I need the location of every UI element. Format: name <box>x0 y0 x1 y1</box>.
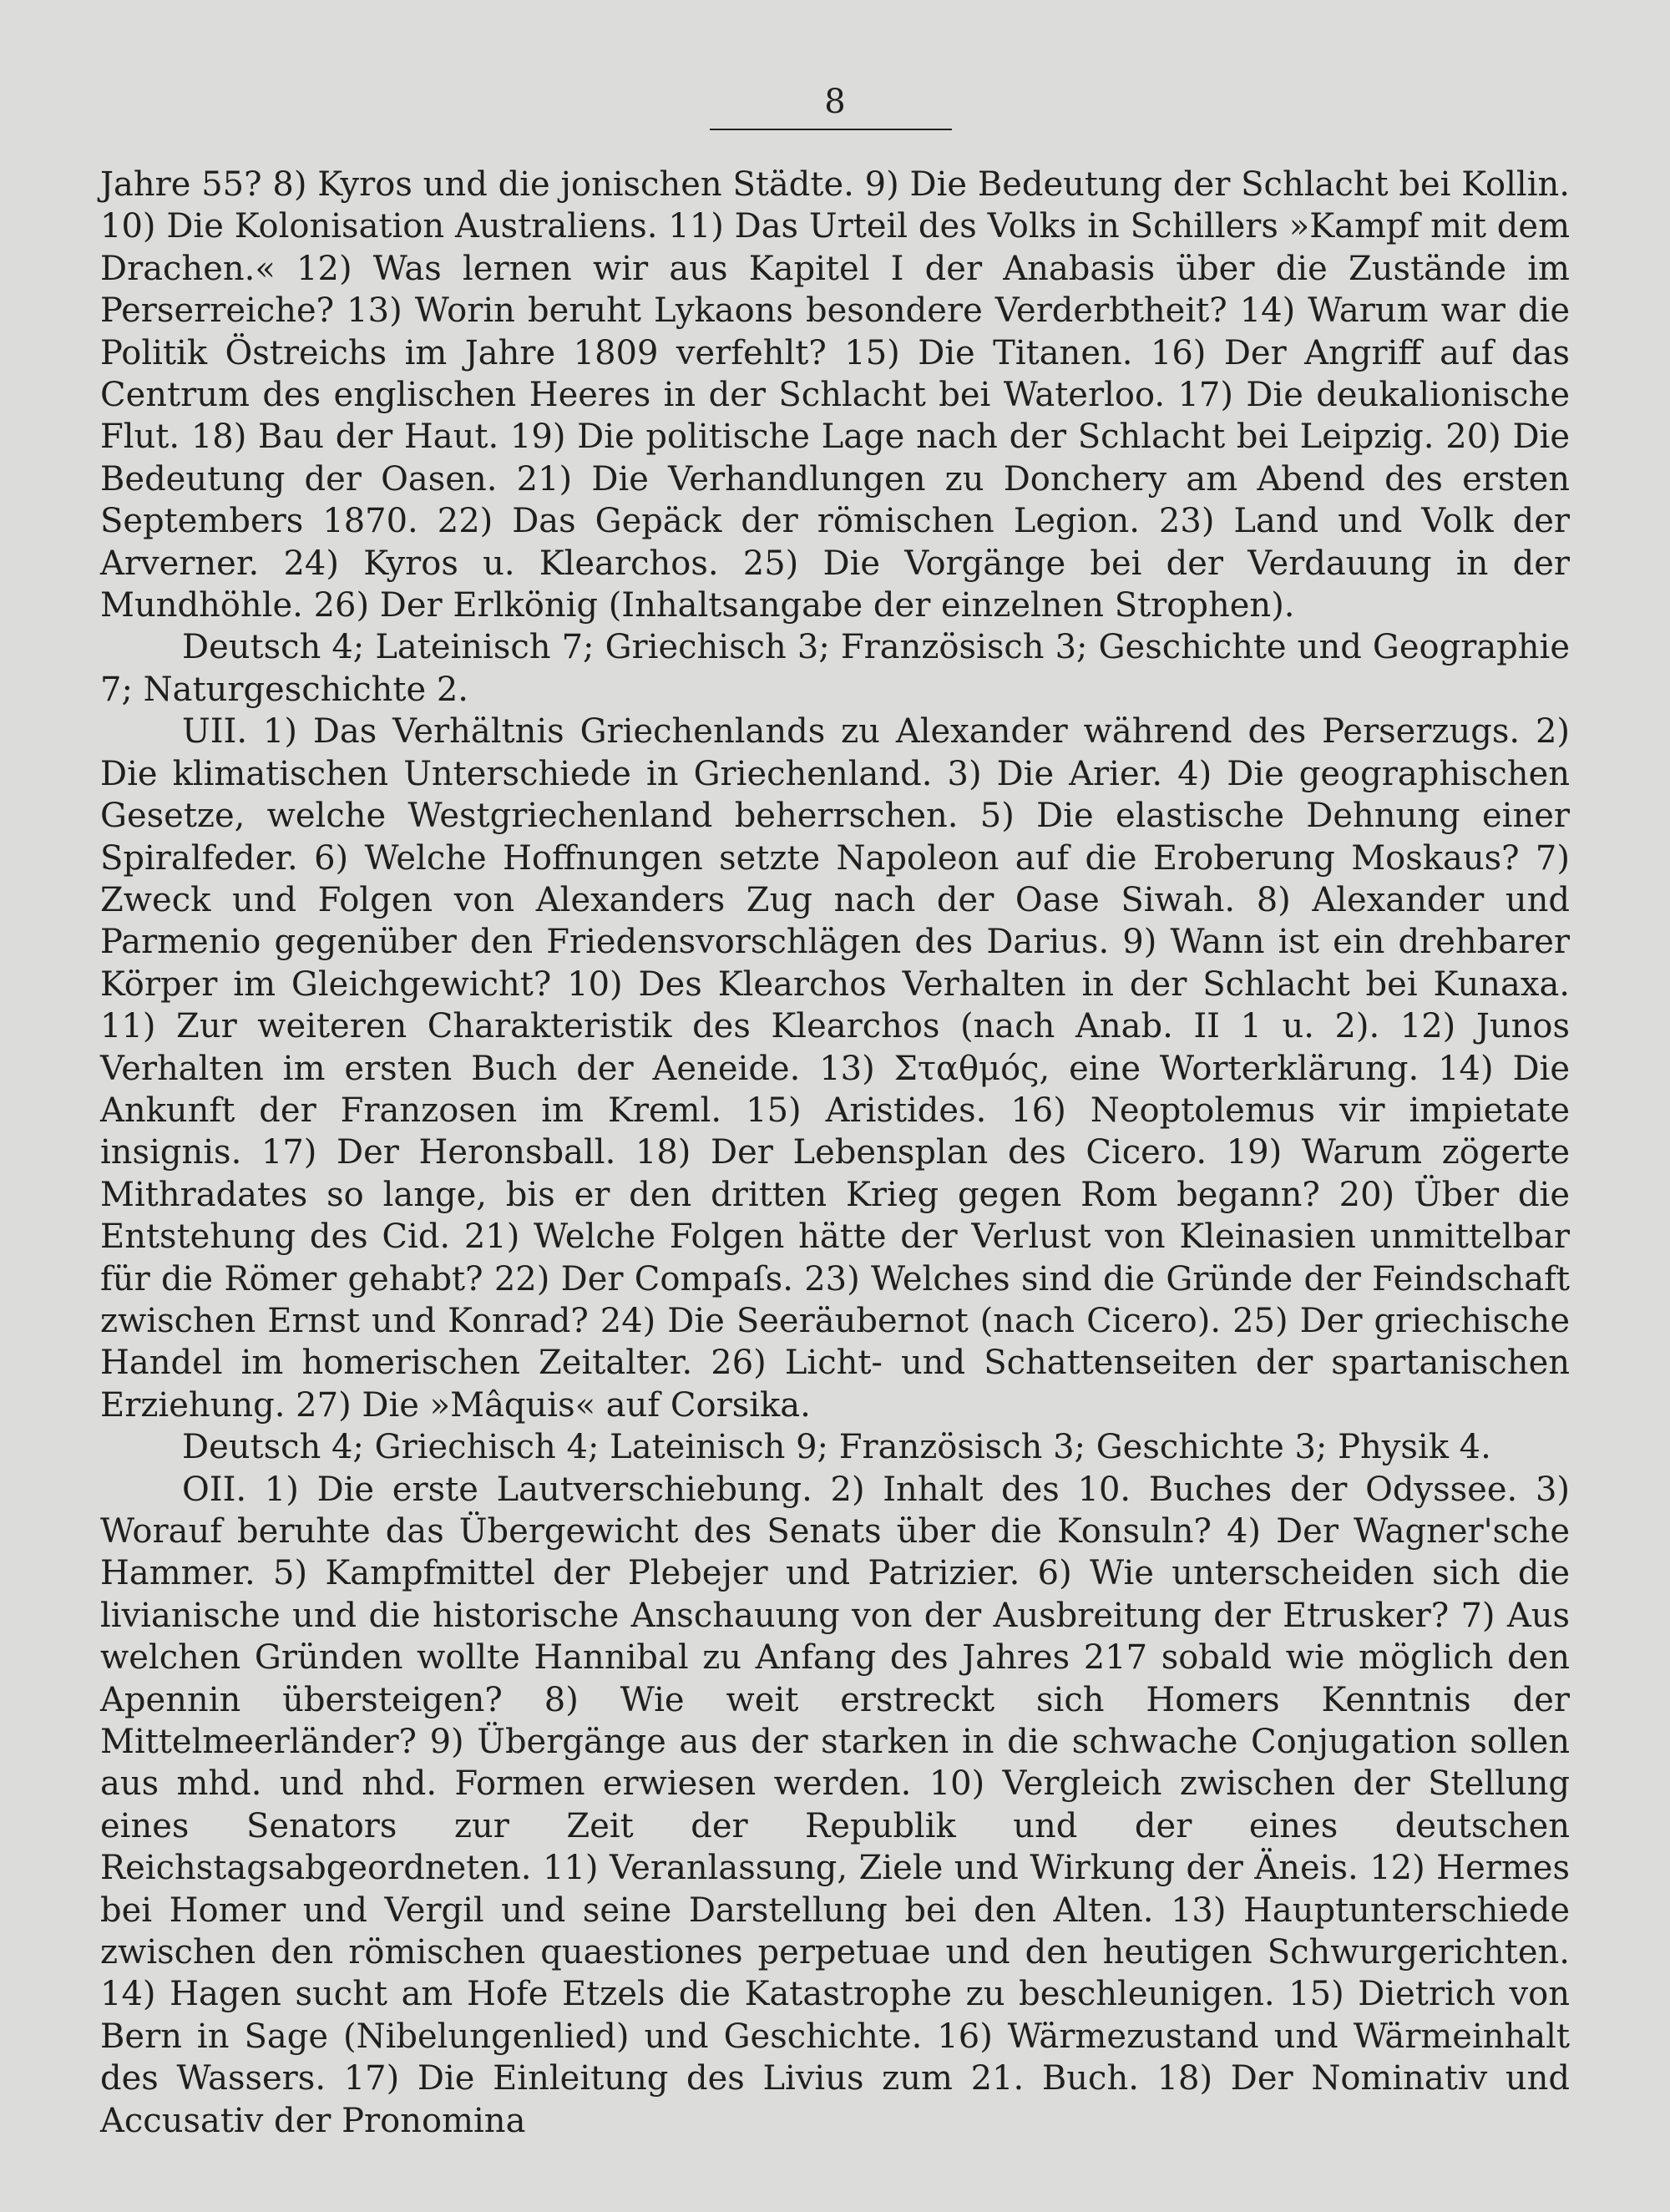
paragraph-continued-topics: Jahre 55? 8) Kyros und die jonischen Städte. 9) Die Bedeutung der Schlacht bei Kollin. 10) Die Kolonisation Australiens. 11) Das Urteil des Volks in Schillers »Kampf mit dem Drachen.« 12) Was lernen wir aus Kapitel I der Anabasis über die Zustände im Perserreiche? 13) Worin beruht Lykaons besondere Verderbtheit? 14) Warum war die Politik Östreichs im Jahre 1809 verfehlt? 15) Die Titanen. 16) Der Angriff auf das Centrum des englischen Heeres in der Schlacht bei Waterloo. 17) Die deukalionische Flut. 18) Bau der Haut. 19) Die politische Lage nach der Schlacht bei Leipzig. 20) Die Bedeutung der Oasen. 21) Die Verhandlungen zu Donchery am Abend des ersten Septembers 1870. 22) Das Gepäck der römischen Legion. 23) Land und Volk der Arverner. 24) Kyros u. Klearchos. 25) Die Vorgänge bei der Verdauung in der Mundhöhle. 26) Der Erlkönig (Inhaltsangabe der einzelnen Strophen). <box>100 165 1570 625</box>
paragraph-oii-topics: OII. 1) Die erste Lautverschiebung. 2) Inhalt des 10. Buches der Odyssee. 3) Worauf beruhte das Übergewicht des Senats über die Konsuln? 4) Der Wagner'sche Hammer. 5) Kampfmittel der Plebejer und Patrizier. 6) Wie unterscheiden sich die livianische und die historische Anschauung von der Ausbreitung der Etrusker? 7) Aus welchen Gründen wollte Hannibal zu Anfang des Jahres 217 sobald wie möglich den Apennin übersteigen? 8) Wie weit erstreckt sich Homers Kenntnis der Mittelmeerländer? 9) Übergänge aus der starken in die schwache Conjugation sollen aus mhd. und nhd. Formen erwiesen werden. 10) Vergleich zwischen der Stellung eines Senators zur Zeit der Republik und der eines deutschen Reichstagsabgeordneten. 11) Veranlassung, Ziele und Wirkung der Äneis. 12) Hermes bei Homer und Vergil und seine Darstellung bei den Alten. 13) Hauptunterschiede zwischen den römischen quaestiones perpetuae und den heutigen Schwurgerichten. 14) Hagen sucht am Hofe Etzels die Katastrophe zu beschleunigen. 15) Dietrich von Bern in Sage (Nibelungenlied) und Geschichte. 16) Wärmezustand und Wärmeinhalt des Wassers. 17) Die Einleitung des Livius zum 21. Buch. 18) Der Nominativ und Accusativ der Pronomina <box>100 1470 1570 2140</box>
page-body <box>100 164 1570 2142</box>
page-number: 8 <box>824 83 846 121</box>
paragraph-subject-hours-1: Deutsch 4; Lateinisch 7; Griechisch 3; Französisch 3; Geschichte und Geographie 7; Naturgeschichte 2. <box>100 628 1570 709</box>
page-number-rule <box>710 129 952 130</box>
paragraph-subject-hours-2: Deutsch 4; Griechisch 4; Lateinisch 9; Französisch 3; Geschichte 3; Physik 4. <box>182 1428 1491 1467</box>
paragraph-uii-topics: UII. 1) Das Verhältnis Griechenlands zu Alexander während des Perserzugs. 2) Die klimatischen Unterschiede in Griechenland. 3) Die Arier. 4) Die geographischen Gesetze, welche Westgriechenland beherrschen. 5) Die elastische Dehnung einer Spiralfeder. 6) Welche Hoffnungen setzte Napoleon auf die Eroberung Moskaus? 7) Zweck und Folgen von Alexanders Zug nach der Oase Siwah. 8) Alexander und Parmenio gegenüber den Friedensvorschlägen des Darius. 9) Wann ist ein drehbarer Körper im Gleichgewicht? 10) Des Klearchos Verhalten in der Schlacht bei Kunaxa. 11) Zur weiteren Charakteristik des Klearchos (nach Anab. II 1 u. 2). 12) Junos Verhalten im ersten Buch der Aeneide. 13) Σταθμός, eine Worterklärung. 14) Die Ankunft der Franzosen im Kreml. 15) Aristides. 16) Neoptolemus vir impietate insignis. 17) Der Heronsball. 18) Der Lebensplan des Cicero. 19) Warum zögerte Mithradates so lange, bis er den dritten Krieg gegen Rom begann? 20) Über die Entstehung des Cid. 21) Welche Folgen hätte der Verlust von Kleinasien unmittelbar für die Römer gehabt? 22) Der Compaſs. 23) Welches sind die Gründe der Feindschaft zwischen Ernst und Konrad? 24) Die Seeräubernot (nach Cicero). 25) Der griechische Handel im homerischen Zeitalter. 26) Licht- und Schattenseiten der spartanischen Erziehung. 27) Die »Mâquis« auf Corsika. <box>100 712 1570 1425</box>
